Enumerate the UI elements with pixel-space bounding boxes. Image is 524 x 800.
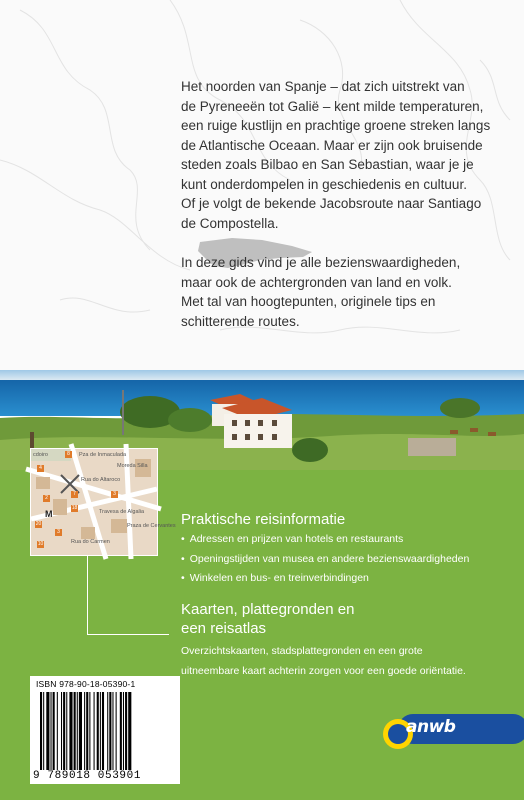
intro-line: kunt onderdompelen in geschiedenis en cultuur. [181,176,467,192]
barcode [40,692,170,770]
section-title-line: Kaarten, plattegronden en [181,601,355,618]
isbn-label: ISBN 978-90-18-05390-1 [36,679,136,689]
map-marker: 2 [43,495,50,502]
section-title-maps [181,600,354,638]
map-label: Rua do Altaroco [81,477,121,483]
intro-line: Met tal van hoogtepunten, originele tips en [181,294,436,309]
map-marker: 3 [111,491,118,498]
intro-line: een ruige kustlijn en prachtige groene streken langs [181,118,491,133]
bullet-item: • Winkelen en bus- en treinverbindingen [181,569,469,589]
map-marker: 10 [37,541,44,547]
map-label: Praza de Cervantes [127,523,176,529]
description-line: Overzichtskaarten, stadsplattegronden en een grote [181,645,423,657]
divider-horizontal [87,634,169,635]
intro-paragraph-2 [181,253,521,331]
intro-line: steden zoals Bilbao en San Sebastian, waar je je [181,157,474,172]
intro-line: de Pyreneeën tot Galië – kent milde temperaturen, [181,98,484,114]
map-label: Pza de Inmaculada [79,452,127,458]
map-label: Rua do Carmen [71,539,110,545]
isbn-digits: 9 789018 053901 [33,770,142,782]
city-map-thumbnail [30,448,176,556]
map-marker: 7 [71,491,78,498]
bullet-item: • Adressen en prijzen van hotels en restaurants [181,530,469,550]
map-marker: 3 [55,529,62,536]
anwb-logo [380,712,524,752]
intro-line: In deze gids vind je alle bezienswaardigheden, [181,255,461,270]
map-marker: 20 [35,521,42,527]
intro-text [181,77,521,351]
metro-icon: M [45,509,53,519]
intro-line: Of je volgt de bekende Jacobsroute naar Santiago [181,196,482,211]
anwb-logo-text: anwb [406,717,456,737]
section-title-line: een reisatlas [181,620,267,637]
practical-bullet-list [181,530,469,589]
description-line: uitneembare kaart achterin zorgen voor een goede oriëntatie. [181,664,466,677]
section-title-practical: Praktische reisinformatie [181,511,346,528]
map-marker: 4 [37,465,44,472]
divider-vertical [87,555,88,635]
map-label: Moreda Silla [117,463,148,469]
intro-line: de Atlantische Oceaan. Maar er zijn ook bruisende [181,137,483,153]
maps-description [181,642,511,681]
top-panel [0,0,524,370]
intro-line: schitterende routes. [181,313,300,329]
intro-paragraph-1 [181,77,521,233]
map-marker: 18 [71,505,78,511]
map-label: Travesa de Algalia [99,509,145,515]
map-marker: 8 [65,451,72,458]
intro-line: maar ook de achtergronden van land en volk. [181,274,452,290]
bullet-item: • Openingstijden van musea en andere bezienswaardigheden [181,550,469,570]
map-label: cdoiro [33,452,48,458]
intro-line: de Compostella. [181,215,279,231]
isbn-barcode-box [30,676,180,784]
intro-line: Het noorden van Spanje – dat zich uitstrekt van [181,79,465,94]
